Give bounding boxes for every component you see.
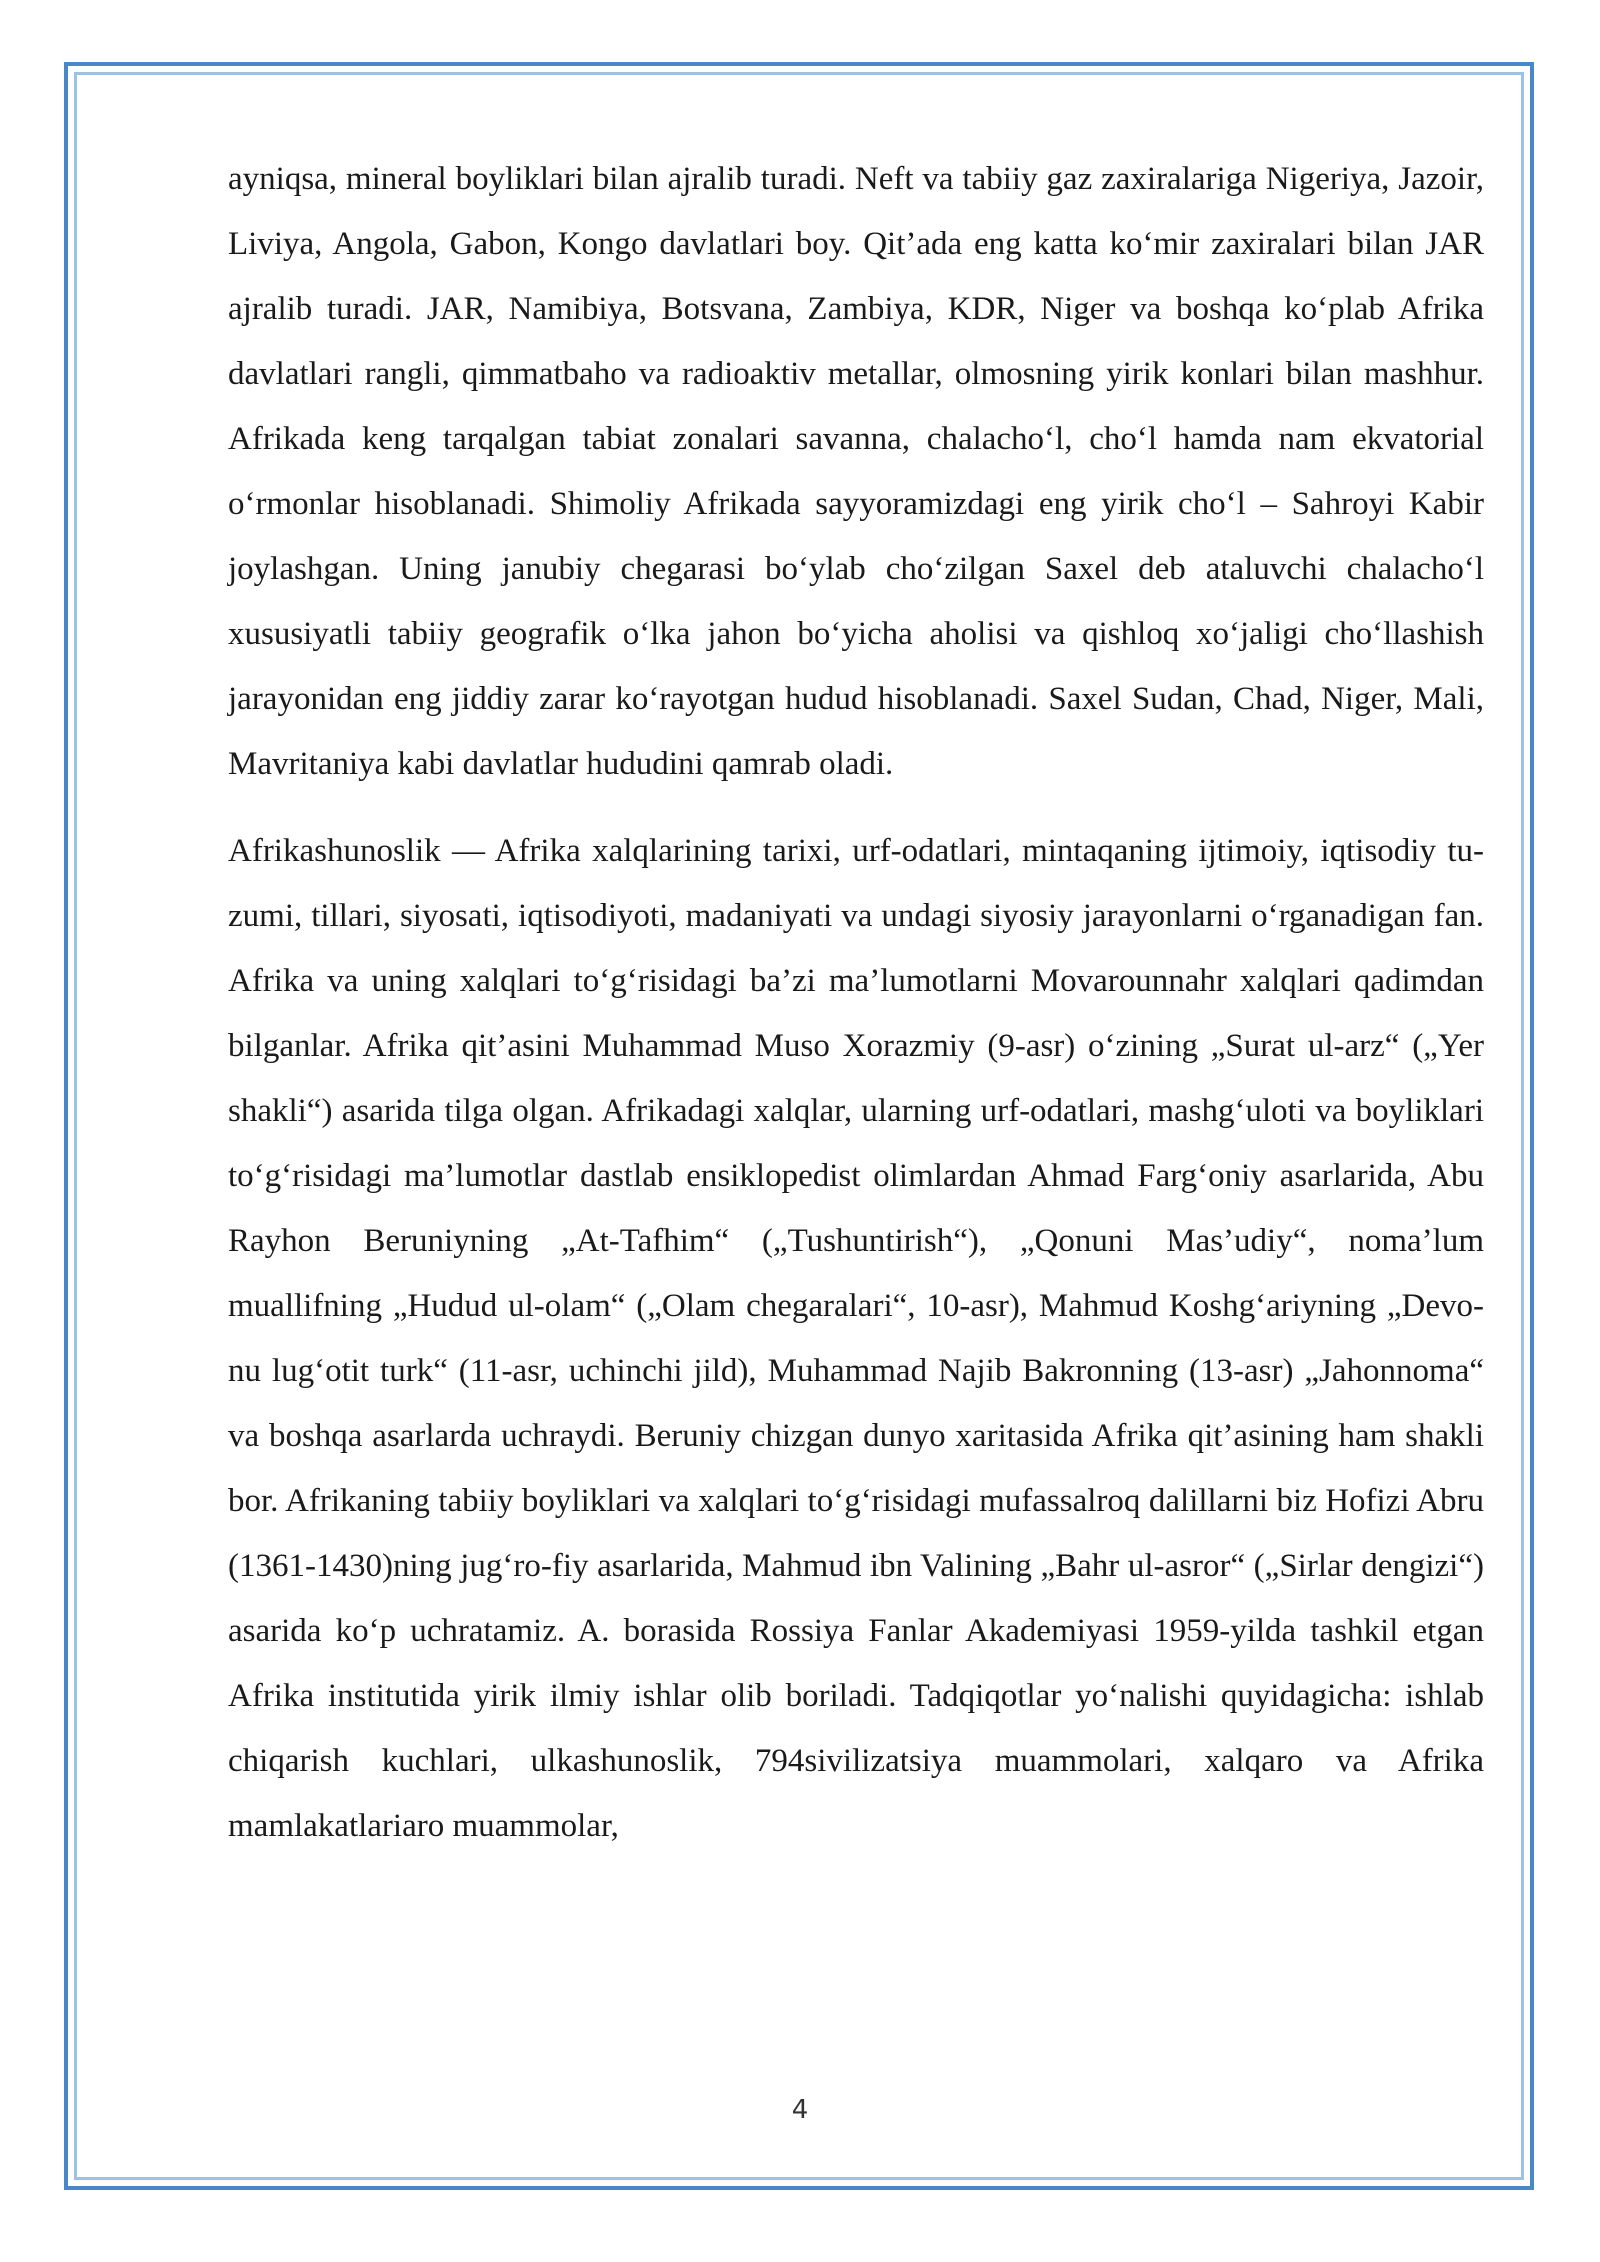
paragraph-2: Afrikashunoslik — Afrika xalqlarining tarixi, urf-odatlari, mintaqaning ijtimoiy, iqtisodiy tu-zumi, tillari, siyosati, iqtisodiyoti, madaniyati va undagi siyosiy jarayonlarni o‘rganadigan fan. Afrika va uning xalqlari to‘g‘risidagi ba’zi ma’lumotlarni Movarounnahr xalqlari qadimdan bilganlar. Afrika qit’asini Muhammad Muso Xorazmiy (9-asr) o‘zining „Surat ul-arz“ („Yer shakli“) asarida tilga olgan. Afrikadagi xalqlar, ularning urf-odatlari, mashg‘uloti va boyliklari to‘g‘risidagi ma’lumotlar dastlab ensiklopedist olimlardan Ahmad Farg‘oniy asarlarida, Abu Rayhon Beruniyning „At-Tafhim“ („Tushuntirish“), „Qonuni Mas’udiy“, noma’lum muallifning „Hudud ul-olam“ („Olam chegaralari“, 10-asr), Mahmud Koshg‘ariyning „Devo-nu lug‘otit turk“ (11-asr, uchinchi jild), Muhammad Najib Bakronning (13-asr) „Jahonnoma“ va boshqa asarlarda uchraydi. Beruniy chizgan dunyo xaritasida Afrika qit’asining ham shakli bor. Afrikaning tabiiy boyliklari va xalqlari to‘g‘risidagi mufassalroq dalillarni biz Hofizi Abru (1361-1430)ning jug‘ro-fiy asarlarida, Mahmud ibn Valining „Bahr ul-asror“ („Sirlar dengizi“) asarida ko‘p uchratamiz. A. borasida Rossiya Fanlar Akademiyasi 1959-yilda tashkil etgan Afrika institutida yirik ilmiy ishlar olib boriladi. Tadqiqotlar yo‘nalishi quyidagicha: ishlab chiqarish kuchlari, ulkashunoslik, 794sivilizatsiya muammolari, xalqaro va Afrika mamlakatlariaro muammolar, [228,833,1484,1844]
paragraph-1: ayniqsa, mineral boyliklari bilan ajralib turadi. Neft va tabiiy gaz zaxiralariga Nigeriya, Jazoir, Liviya, Angola, Gabon, Kongo davlatlari boy. Qit’ada eng katta ko‘mir zaxiralari bilan JAR ajralib turadi. JAR, Namibiya, Botsvana, Zambiya, KDR, Niger va boshqa ko‘plab Afrika davlatlari rangli, qimmatbaho va radioaktiv metallar, olmosning yirik konlari bilan mashhur. Afrikada keng tarqalgan tabiat zonalari savanna, chalacho‘l, cho‘l hamda nam ekvatorial o‘rmonlar hisoblanadi. Shimoliy Afrikada sayyoramizdagi eng yirik cho‘l – Sahroyi Kabir joylashgan. Uning janubiy chegarasi bo‘ylab cho‘zilgan Saxel deb ataluvchi chalacho‘l xususiyatli tabiiy geografik o‘lka jahon bo‘yicha aholisi va qishloq xo‘jaligi cho‘llashish jarayonidan eng jiddiy zarar ko‘rayotgan hudud hisoblanadi. Saxel Sudan, Chad, Niger, Mali, Mavritaniya kabi davlatlar hududini qamrab oladi. [228,161,1484,782]
document-body [228,147,1484,1859]
page-number: 4 [791,2095,809,2125]
